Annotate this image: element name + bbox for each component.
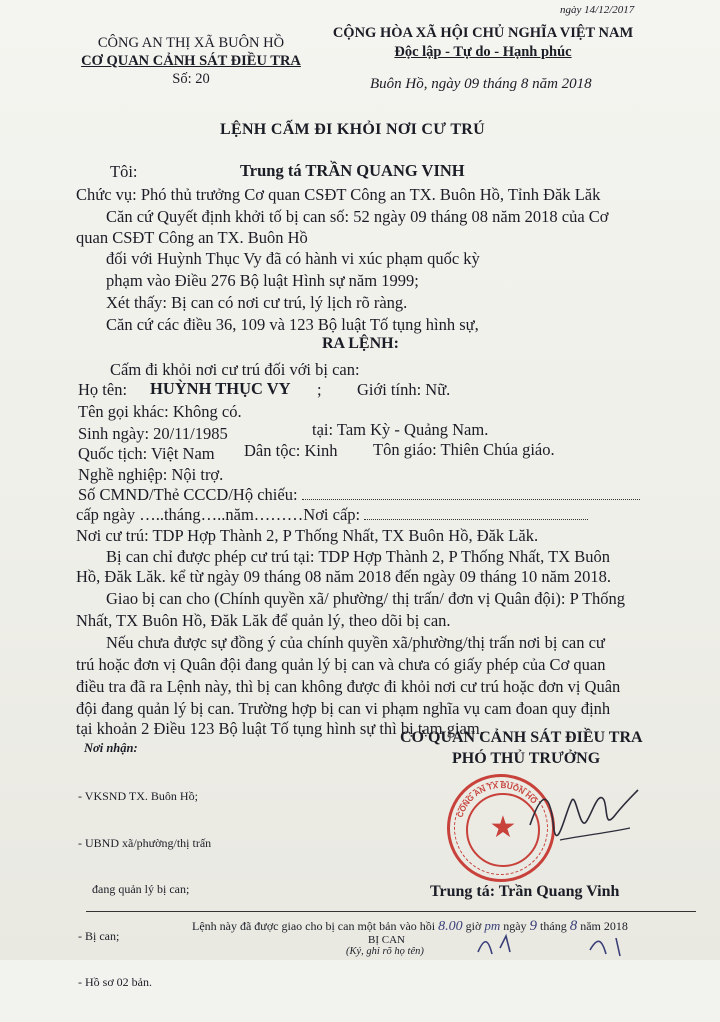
delivery-ampm: pm — [484, 918, 501, 933]
national-motto: Độc lập - Tự do - Hạnh phúc — [394, 44, 572, 60]
national-header — [318, 24, 648, 62]
grounds-line: Căn cứ các điều 36, 109 và 123 Bộ luật Tố tụng hình sự, — [106, 315, 479, 334]
id-blank — [302, 499, 640, 500]
grounds-line: đối với Huỳnh Thục Vy đã có hành vi xúc phạm quốc kỳ — [106, 249, 480, 268]
sign-note: (Ký, ghi rõ họ tên) — [346, 946, 424, 957]
hour-unit: giờ — [465, 919, 482, 933]
place-date: Buôn Hồ, ngày 09 tháng 8 năm 2018 — [370, 76, 592, 92]
defendant-signature — [470, 930, 670, 960]
recipient-item: đang quản lý bị can; — [86, 882, 190, 896]
name-label: Họ tên: — [78, 380, 128, 399]
issue-info — [76, 505, 588, 525]
issue-place-blank — [364, 519, 588, 520]
recipients-list — [78, 758, 211, 1022]
grounds-line: Căn cứ Quyết định khởi tố bị can số: 52 ngày 09 tháng 08 năm 2018 của Cơ — [106, 207, 609, 226]
delivery-hour: 8.00 — [438, 919, 463, 934]
delivery-year: năm 2018 — [580, 919, 628, 933]
paragraph-line: tại khoản 2 Điều 123 Bộ luật Tố tụng hình sự thì bị tạm giam. — [76, 719, 484, 738]
order-heading: RA LỆNH: — [322, 335, 399, 352]
nationality: Quốc tịch: Việt Nam — [78, 444, 215, 463]
svg-text:CÔNG AN TX BUÔN HỒ: CÔNG AN TX BUÔN HỒ — [455, 780, 539, 819]
id-label: Số CMND/Thẻ CCCD/Hộ chiếu: — [78, 485, 298, 504]
gender: Giới tính: Nữ. — [357, 380, 451, 399]
signer-name: Trung tá: Trần Quang Vinh — [430, 883, 620, 900]
issuer-label: Tôi: — [110, 162, 138, 181]
agency-header — [80, 34, 302, 88]
paragraph-line: đội đang quản lý bị can. Trường hợp bị can vi phạm nghĩa vụ cam đoan quy định — [76, 699, 611, 718]
paragraph-line: điều tra đã ra Lệnh này, thì bị can không được đi khỏi nơi cư trú hoặc đơn vị Quân — [76, 677, 621, 696]
recipient-item: - Hồ sơ 02 bản. — [78, 975, 153, 989]
paragraph-line: Hồ, Đăk Lăk. kể từ ngày 09 tháng 08 năm 2018 đến ngày 09 tháng 10 năm 2018. — [76, 567, 612, 586]
receipt-date: ngày 14/12/2017 — [560, 4, 635, 16]
delivery-text: Lệnh này đã được giao cho bị can một bản vào hồi — [192, 919, 436, 933]
recipient-item: - VKSND TX. Buôn Hồ; — [78, 789, 198, 803]
delivery-month: 8 — [569, 918, 578, 934]
issuer-position: Chức vụ: Phó thủ trưởng Cơ quan CSĐT Công an TX. Buôn Hồ, Tỉnh Đăk Lăk — [76, 185, 601, 204]
id-number — [78, 485, 640, 505]
occupation: Nghề nghiệp: Nội trợ. — [78, 465, 224, 484]
recipient-item: - Bị can; — [78, 928, 120, 943]
paragraph-line: Nếu chưa được sự đồng ý của chính quyền xã/phường/thị trấn nơi bị can cư — [106, 633, 605, 652]
residence: Nơi cư trú: TDP Hợp Thành 2, P Thống Nhất, TX Buôn Hồ, Đăk Lăk. — [76, 526, 539, 545]
agency-parent: CÔNG AN THỊ XÃ BUÔN HỒ — [97, 35, 285, 51]
grounds-line: Xét thấy: Bị can có nơi cư trú, lý lịch rõ ràng. — [106, 293, 408, 312]
document-number: Số: 20 — [172, 71, 210, 87]
alias: Tên gọi khác: Không có. — [78, 402, 242, 421]
month-label: tháng — [540, 919, 567, 933]
birth-date: Sinh ngày: 20/11/1985 — [78, 424, 228, 443]
defendant-label: BỊ CAN — [368, 934, 405, 946]
issuer-name: Trung tá TRẦN QUANG VINH — [240, 161, 465, 180]
recipient-item: - UBND xã/phường/thị trấn — [78, 835, 212, 850]
paragraph-line: Bị can chỉ được phép cư trú tại: TDP Hợp Thành 2, P Thống Nhất, TX Buôn — [106, 547, 611, 566]
grounds-line: quan CSĐT Công an TX. Buôn Hồ — [76, 228, 308, 247]
grounds-line: phạm vào Điều 276 Bộ luật Hình sự năm 1999; — [106, 271, 419, 290]
day-label: ngày — [503, 919, 527, 933]
paragraph-line: Nhất, TX Buôn Hồ, Đăk Lăk để quản lý, theo dõi bị can. — [76, 611, 451, 630]
signer-agency: CƠ QUAN CẢNH SÁT ĐIỀU TRA — [400, 729, 643, 746]
ethnicity: Dân tộc: Kinh — [244, 441, 338, 460]
issue-date: cấp ngày …..tháng…..năm………Nơi cấp: — [76, 505, 361, 524]
seal-star-icon: ★ — [489, 811, 517, 844]
recipients-title: Nơi nhận: — [84, 741, 138, 755]
delivery-day: 9 — [529, 918, 538, 934]
defendant-name: HUỲNH THỤC VY — [150, 379, 291, 398]
country-name: CỘNG HÒA XÃ HỘI CHỦ NGHĨA VIỆT NAM — [332, 25, 634, 41]
paragraph-line: trú hoặc đơn vị Quân đội đang quản lý bị can và chưa có giấy phép của Cơ quan — [76, 655, 606, 674]
footer-rule — [86, 911, 696, 912]
name-separator: ; — [317, 380, 322, 399]
handwritten-signature — [520, 770, 650, 860]
document-title: LỆNH CẤM ĐI KHỎI NƠI CƯ TRÚ — [220, 121, 486, 138]
signer-role: PHÓ THỦ TRƯỞNG — [452, 750, 601, 767]
religion: Tôn giáo: Thiên Chúa giáo. — [373, 440, 555, 459]
birth-place: tại: Tam Kỳ - Quảng Nam. — [312, 420, 489, 439]
order-intro: Cấm đi khỏi nơi cư trú đối với bị can: — [110, 360, 360, 379]
agency-name: CƠ QUAN CẢNH SÁT ĐIỀU TRA — [81, 53, 301, 69]
paragraph-line: Giao bị can cho (Chính quyền xã/ phường/ thị trấn/ đơn vị Quân đội): P Thống — [106, 589, 626, 608]
